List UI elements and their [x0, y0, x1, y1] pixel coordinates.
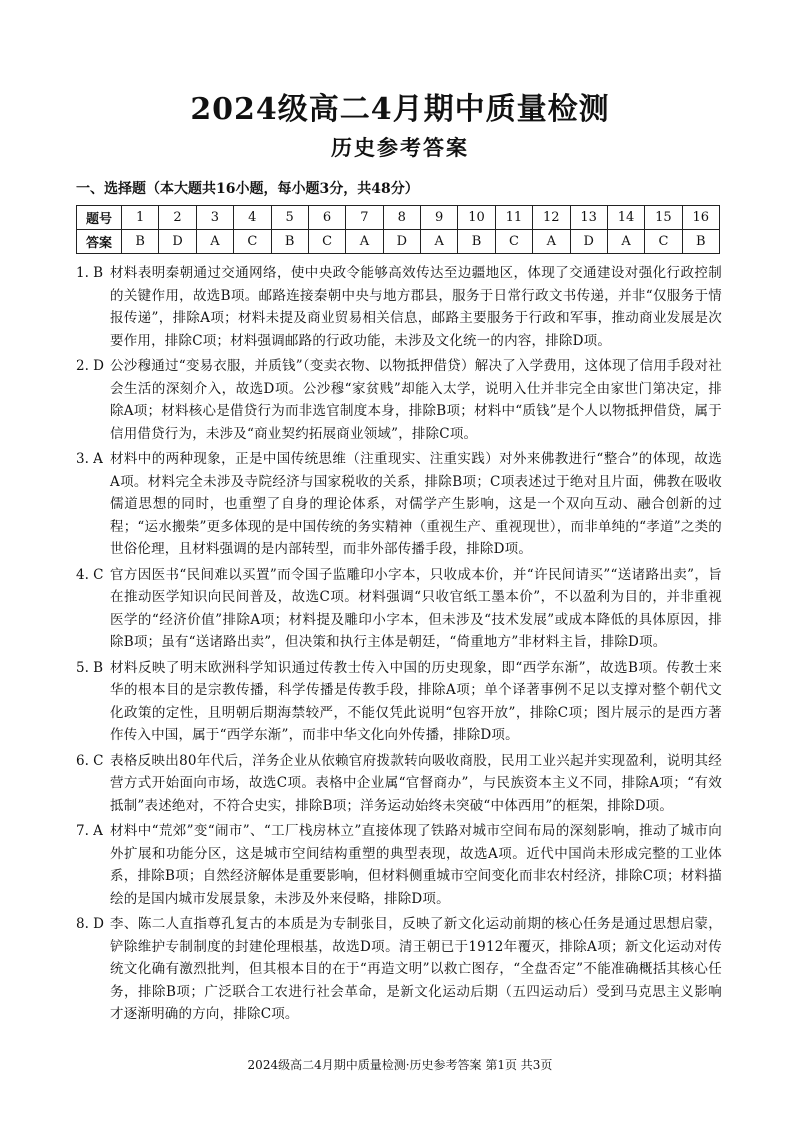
answer-cell: A: [533, 230, 570, 254]
question-number-cell: 3: [196, 206, 233, 230]
question-number-cell: 8: [383, 206, 420, 230]
item-text: 官方因医书“民间难以买置”而令国子监雕印小字本，只收成本价，并“许民间请买”“送诸路出卖”，旨在推动医学知识向民间普及，故选C项。材料强调“只收官纸工墨本价”，不以盈利为目的，并非重视医学的“经济价值”排除A项；材料提及雕印小字本，但未涉及“技术发展”或成本降低的具体原因，排除B项；虽有“送诸路出卖”，但决策和执行主体是朝廷，“倚重地方”非材料主旨，排除D项。: [110, 566, 722, 650]
answer-cell: A: [421, 230, 458, 254]
answer-cell: B: [458, 230, 495, 254]
item-text: 表格反映出80年代后，洋务企业从依赖官府拨款转向吸收商股，民用工业兴起并实现盈利，说明其经营方式开始面向市场，故选C项。表格中企业属“官督商办”，与民族资本主义不同，排除A项；“有效抵制”表述绝对，不符合史实，排除B项；洋务运动始终未突破“中体西用”的框架，排除D项。: [110, 752, 722, 814]
item-text: 公沙穆通过“变易衣服，并质钱”（变卖衣物、以物抵押借贷）解决了入学费用，这体现了信用手段对社会生活的深刻介入，故选D项。公沙穆“家贫贱”却能入太学，说明入仕并非完全由家世门第决定，排除A项；材料核心是借贷行为而非选官制度本身，排除B项；材料中“质钱”是个人以物抵押借贷，属于信用借贷行为，未涉及“商业契约拓展商业领域”，排除C项。: [110, 358, 722, 442]
item-number: 2. D: [76, 358, 104, 374]
page-subtitle: 历史参考答案: [331, 135, 469, 160]
question-number-cell: 6: [308, 206, 345, 230]
item-number: 6. C: [76, 752, 104, 769]
question-number-row: [77, 206, 720, 230]
explanation-item: [76, 564, 722, 654]
question-number-cell: 13: [570, 206, 607, 230]
page-footer: 2024级高二4月期中质量检测·历史参考答案 第1页 共3页: [247, 1058, 553, 1072]
item-text: 材料中“荒郊”变“闹市”、“工厂栈房林立”直接体现了铁路对城市空间布局的深刻影响，推动了城市向外扩展和功能分区，这是城市空间结构重塑的典型表现，故选A项。近代中国尚未形成完整的工业体系，排除B项；自然经济解体是重要影响，但材料侧重城市空间变化而非农村经济，排除C项；材料描绘的是国内城市发展景象，未涉及外来侵略，排除D项。: [110, 823, 722, 907]
question-number-cell: 7: [346, 206, 383, 230]
answer-cell: C: [234, 230, 271, 254]
explanation-item: [76, 448, 722, 561]
answer-cell: D: [159, 230, 196, 254]
answer-cell: C: [495, 230, 532, 254]
explanation-item: [76, 750, 722, 818]
answer-cell: B: [682, 230, 719, 254]
answer-cell: D: [383, 230, 420, 254]
answer-cell: A: [196, 230, 233, 254]
item-number: 4. C: [76, 566, 104, 583]
section-heading: 一、选择题（本大题共16小题，每小题3分，共48分）: [76, 181, 419, 197]
question-number-cell: 2: [159, 206, 196, 230]
question-number-cell: 9: [421, 206, 458, 230]
item-number: 7. A: [76, 823, 103, 839]
answer-cell: C: [308, 230, 345, 254]
question-number-cell: 16: [682, 206, 719, 230]
question-number-cell: 12: [533, 206, 570, 230]
page-title: 2024级高二4月期中质量检测: [190, 92, 610, 127]
explanation-item: [76, 657, 722, 747]
explanation-item: [76, 820, 722, 910]
question-number-cell: 15: [645, 206, 682, 230]
item-number: 5. B: [76, 659, 104, 676]
answer-cell: B: [271, 230, 308, 254]
item-number: 3. A: [76, 451, 103, 467]
row-label-answer: 答案: [77, 230, 122, 254]
explanation-item: [76, 355, 722, 445]
question-number-cell: 10: [458, 206, 495, 230]
answer-cell: A: [607, 230, 644, 254]
item-text: 李、陈二人直指尊孔复古的本质是为专制张目，反映了新文化运动前期的核心任务是通过思想启蒙，铲除维护专制制度的封建伦理根基，故选D项。清王朝已于1912年覆灭，排除A项；新文化运动对传统文化确有激烈批判，但其根本目的在于“再造文明”以救亡图存，“全盘否定”不能准确概括其核心任务，排除B项；广泛联合工农进行社会革命，是新文化运动后期（五四运动后）受到马克思主义影响才逐渐明确的方向，排除C项。: [110, 916, 722, 1022]
row-label-number: 题号: [77, 206, 122, 230]
answer-cell: D: [570, 230, 607, 254]
explanation-list: [76, 262, 722, 1029]
answer-cell: B: [122, 230, 159, 254]
item-text: 材料反映了明末欧洲科学知识通过传教士传入中国的历史现象，即“西学东渐”，故选B项。传教士来华的根本目的是宗教传播，科学传播是传教手段，排除A项；单个译著事例不足以支撑对整个朝代文化政策的定性，且明朝后期海禁较严，不能仅凭此说明“包容开放”，排除C项；图片展示的是西方著作传入中国，属于“西学东渐”，而非中华文化向外传播，排除D项。: [110, 659, 722, 743]
answer-cell: C: [645, 230, 682, 254]
question-number-cell: 5: [271, 206, 308, 230]
item-text: 材料表明秦朝通过交通网络，使中央政令能够高效传达至边疆地区，体现了交通建设对强化行政控制的关键作用，故选B项。邮路连接秦朝中央与地方郡县，服务于日常行政文书传递，并非“仅服务于情报传递”，排除A项；材料未提及商业贸易相关信息，邮路主要服务于行政和军事，推动商业发展是次要作用，排除C项；材料强调邮路的行政功能，未涉及文化统一的内容，排除D项。: [110, 265, 722, 349]
answer-row: [77, 230, 720, 254]
question-number-cell: 14: [607, 206, 644, 230]
item-number: 8. D: [76, 916, 104, 932]
explanation-item: [76, 262, 722, 352]
question-number-cell: 1: [122, 206, 159, 230]
question-number-cell: 11: [495, 206, 532, 230]
answer-cell: A: [346, 230, 383, 254]
item-text: 材料中的两种现象，正是中国传统思维（注重现实、注重实践）对外来佛教进行“整合”的体现，故选A项。材料完全未涉及寺院经济与国家税收的关系，排除B项；C项表述过于绝对且片面，佛教在吸收儒道思想的同时，也重塑了自身的理论体系，对儒学产生影响，这是一个双向互动、融合创新的过程；“运水搬柴”更多体现的是中国传统的务实精神（重视生产、重视现世），而非单纯的“孝道”之类的世俗伦理，且材料强调的是内部转型，而非外部传播手段，排除D项。: [110, 451, 722, 557]
explanation-item: [76, 913, 722, 1026]
answer-table: [76, 205, 720, 254]
question-number-cell: 4: [234, 206, 271, 230]
item-number: 1. B: [76, 265, 104, 281]
